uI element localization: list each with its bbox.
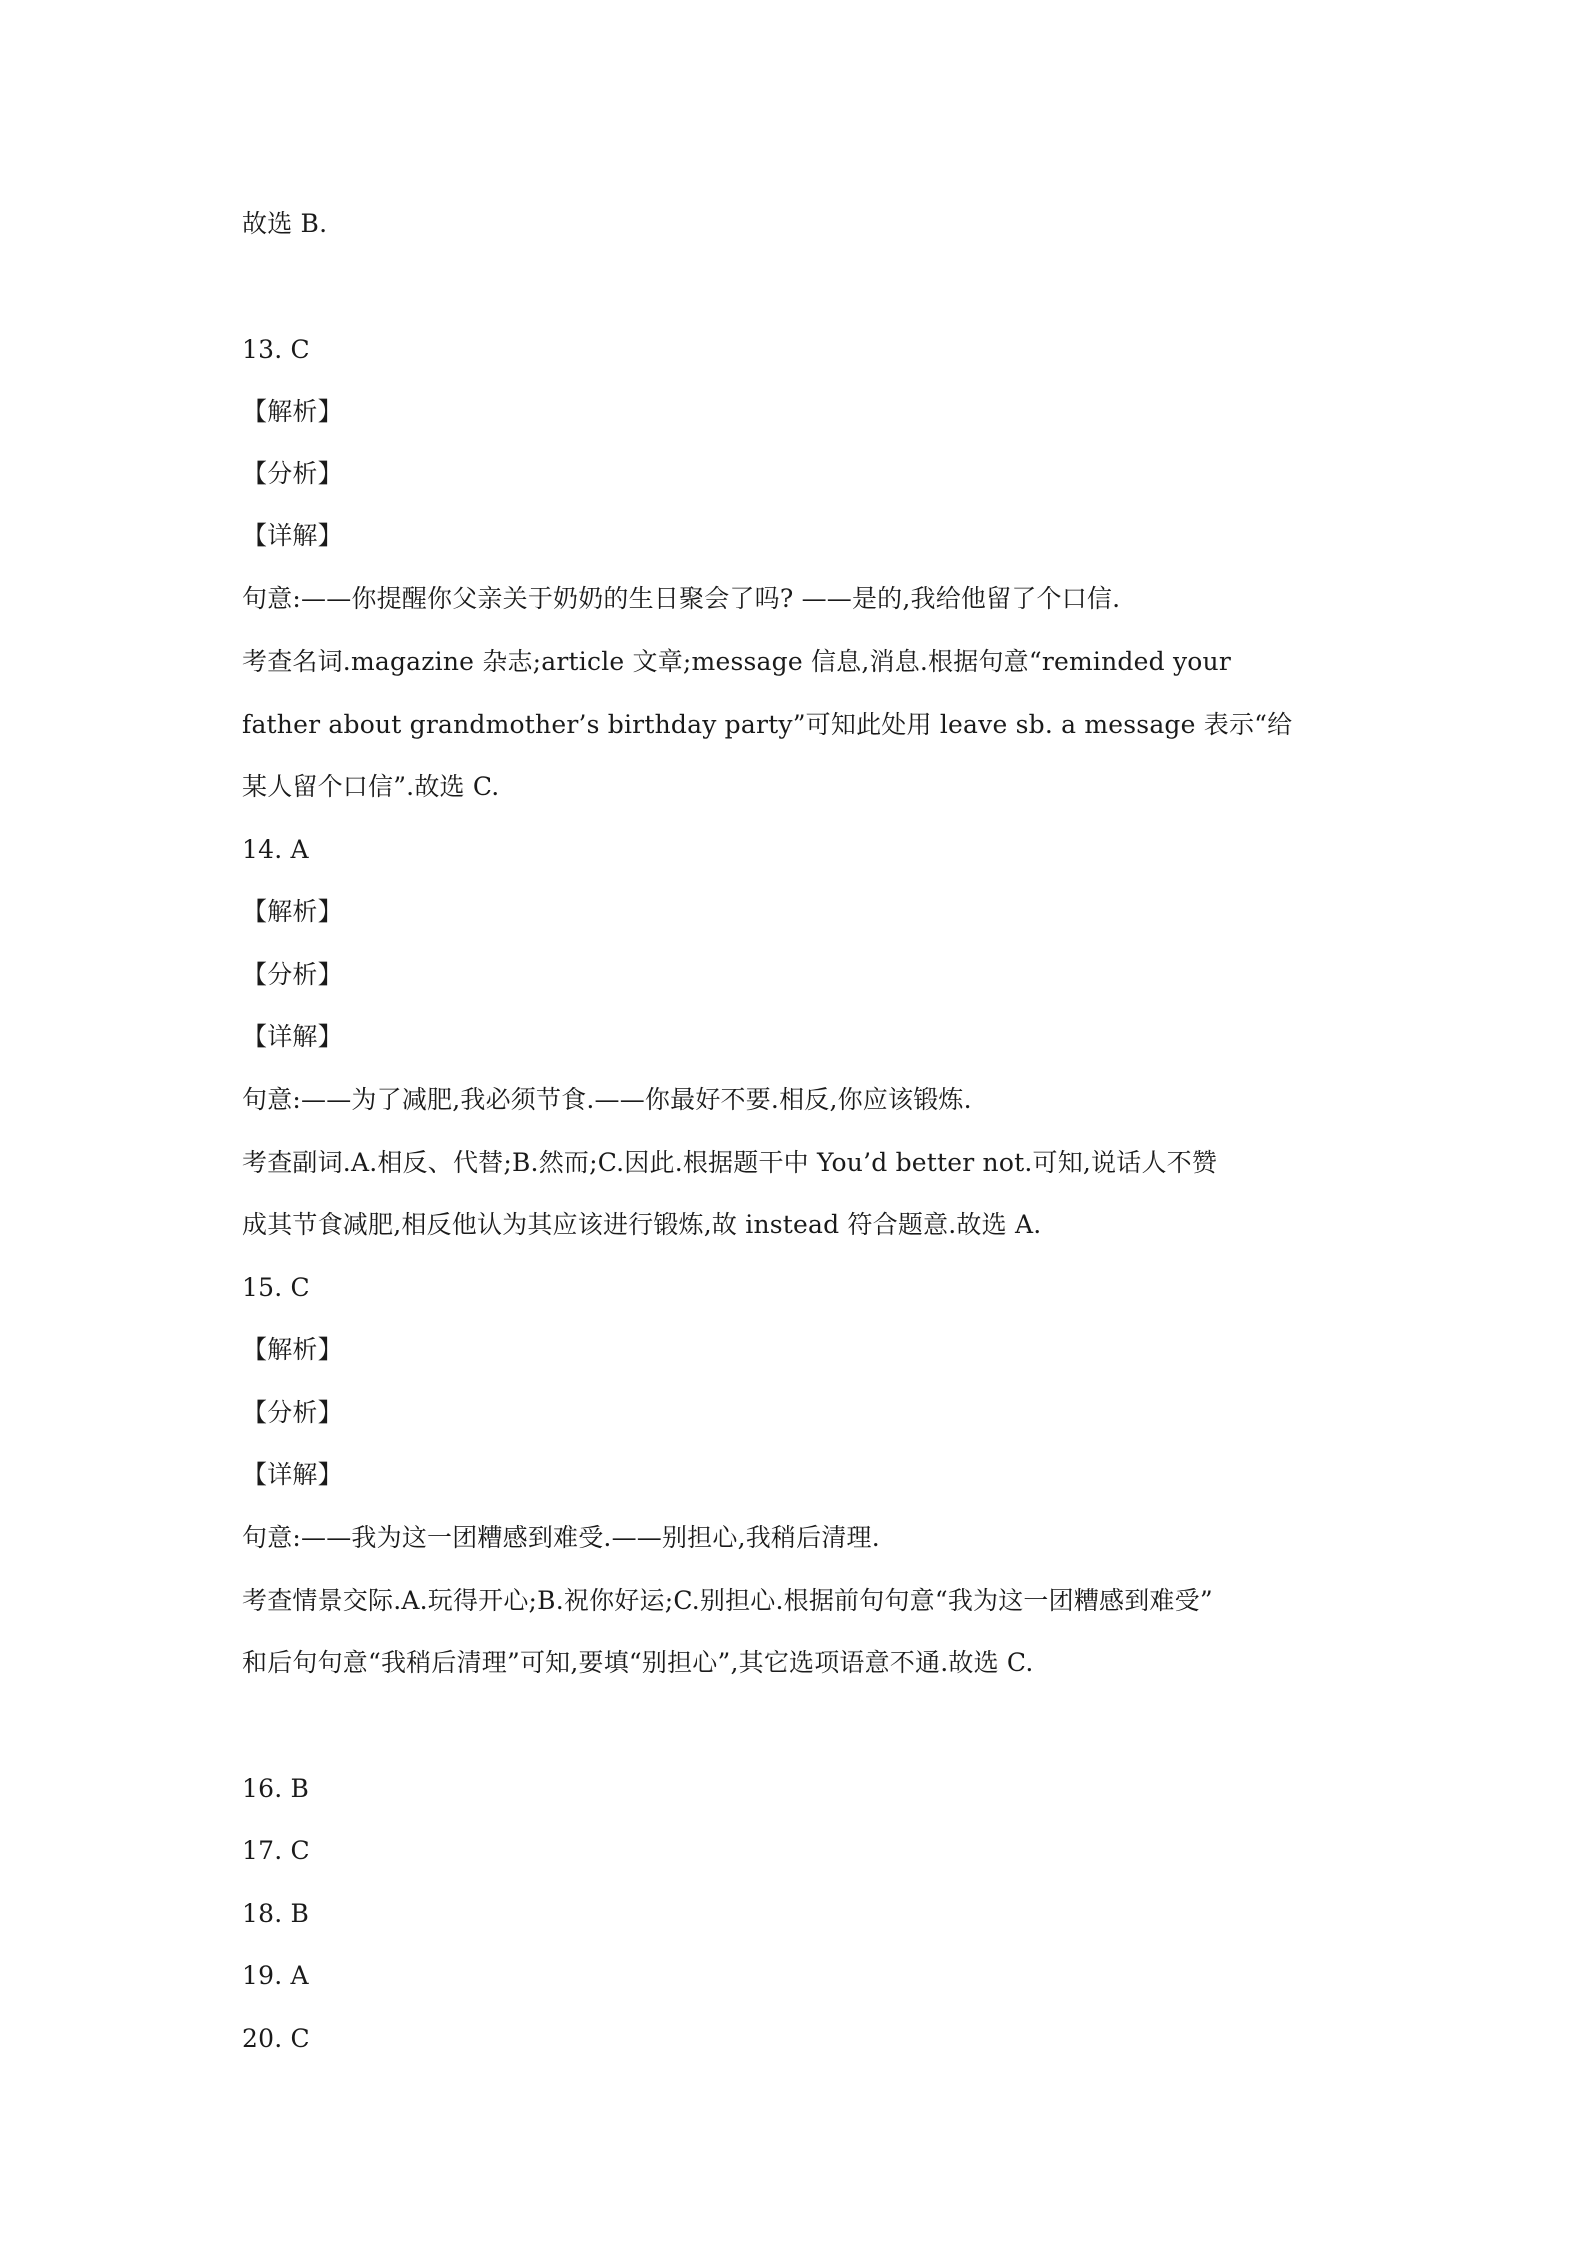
answer-number: 13. C [242,335,310,364]
answer-number: 14. A [242,835,309,864]
text-line: 某人留个口信”.故选 C. [242,772,500,801]
section-heading: 【解析】 [242,1335,343,1364]
text-line: 句意:——我为这一团糟感到难受.——别担心,我稍后清理. [242,1523,880,1552]
text-line: 故选 B. [242,209,328,238]
text-line: 考查副词.A.相反、代替;B.然而;C.因此.根据题干中 You’d better not.可知,说话人不赞 [242,1148,1218,1177]
section-heading: 【详解】 [242,1460,343,1489]
section-heading: 【解析】 [242,397,343,426]
text-line: 句意:——为了减肥,我必须节食.——你最好不要.相反,你应该锻炼. [242,1085,972,1114]
text-line: 和后句句意“我稍后清理”可知,要填“别担心”,其它选项语意不通.故选 C. [242,1648,1034,1677]
section-heading: 【分析】 [242,960,343,989]
answer-number: 20. C [242,2024,310,2053]
answer-number: 18. B [242,1899,310,1928]
text-line: father about grandmother’s birthday party”可知此处用 leave sb. a message 表示“给 [242,710,1293,739]
section-heading: 【详解】 [242,521,343,550]
section-heading: 【分析】 [242,459,343,488]
answer-number: 16. B [242,1774,310,1803]
text-line: 成其节食减肥,相反他认为其应该进行锻炼,故 instead 符合题意.故选 A. [242,1210,1042,1239]
text-line: 句意:——你提醒你父亲关于奶奶的生日聚会了吗? ——是的,我给他留了个口信. [242,584,1121,613]
text-line: 考查情景交际.A.玩得开心;B.祝你好运;C.别担心.根据前句句意“我为这一团糟感到难受” [242,1586,1213,1615]
answer-number: 17. C [242,1836,310,1865]
section-heading: 【详解】 [242,1022,343,1051]
answer-number: 19. A [242,1961,309,1990]
section-heading: 【分析】 [242,1398,343,1427]
answer-number: 15. C [242,1273,310,1302]
section-heading: 【解析】 [242,897,343,926]
text-line: 考查名词.magazine 杂志;article 文章;message 信息,消息.根据句意“reminded your [242,647,1231,676]
